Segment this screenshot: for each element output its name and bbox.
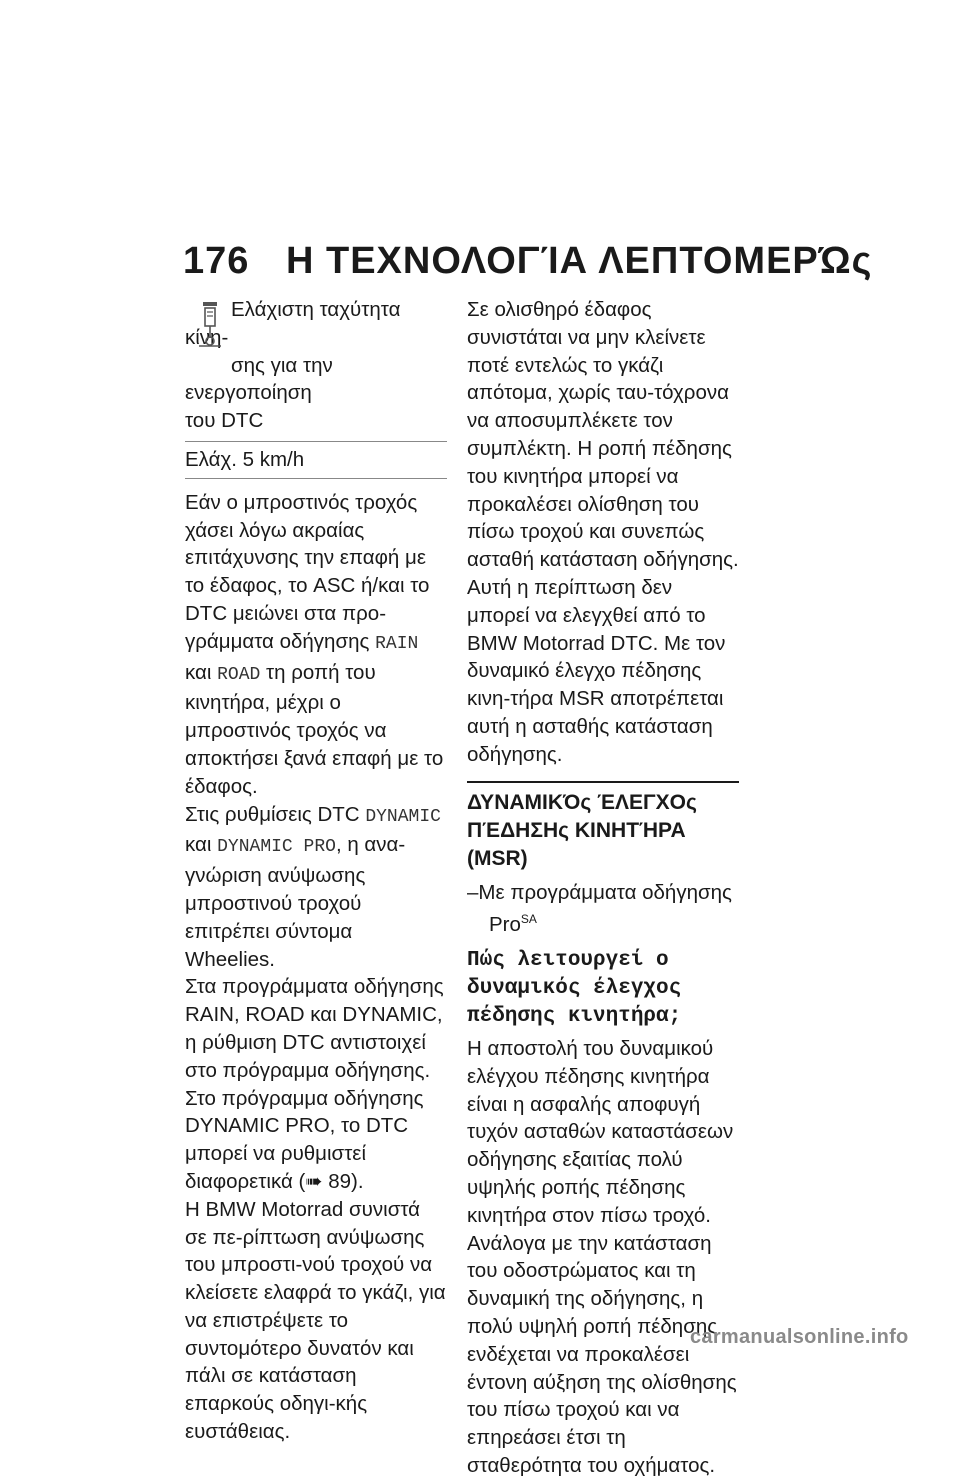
- mode-name: ROAD: [217, 664, 261, 685]
- info-box-value: Ελάχ. 5 km/h: [185, 441, 447, 478]
- info-box-heading-line2: σης για την ενεργοποίηση: [185, 353, 333, 405]
- paragraph-text: Στα προγράμματα οδήγησης RAIN, ROAD και DYNAMIC, η ρύθμιση DTC αντιστοιχεί στο πρόγραμμα οδήγησης.: [185, 975, 444, 1082]
- page-title: Η ΤΕΧΝΟΛΟΓΊΑ ΛΕΠΤΟΜΕΡΏς: [286, 240, 873, 282]
- paragraph-text: Στο πρόγραμμα οδήγησης DYNAMIC PRO, το DTC μπορεί να ρυθμιστεί διαφορετικά (: [185, 1086, 424, 1193]
- section-title-line2: ΠΈΔΗΣΗς ΚΙΝΗΤΉΡΑ (MSR): [467, 818, 686, 870]
- paragraph: [185, 1085, 447, 1196]
- info-box-heading: [185, 296, 447, 441]
- section-title: [467, 781, 739, 873]
- mode-name: RAIN: [375, 633, 419, 654]
- section-title-line1: ΔΥΝΑΜΙΚΌς ΈΛΕΓΧΟς: [467, 790, 697, 814]
- paragraph: [185, 489, 447, 801]
- left-column: [185, 296, 447, 1446]
- bullet-text: Με προγράμματα οδήγησης Pro: [478, 880, 732, 937]
- paragraph-text: τη ροπή του κινητήρα, μέχρι ο μπροστινός τροχός να αποκτήσει ξανά επαφή με το έδαφος.: [185, 660, 444, 798]
- paragraph-text: Η BMW Motorrad συνιστά σε πε-ρίπτωση ανύψωσης του μπροστι-νού τροχού να κλείσετε ελαφρά το γκάζι, για να επιστρέψετε το συντομότερο δυνατόν και πάλι σε κατάσταση επαρκούς οδηγι-κής ευστάθειας.: [185, 1197, 446, 1444]
- page-number: 176: [183, 240, 250, 282]
- paragraph: [185, 1196, 447, 1446]
- info-box-heading-line1: Ελάχιστη ταχύτητα κίνη-: [185, 298, 401, 349]
- left-paragraphs: [185, 489, 447, 1446]
- mode-name: DYNAMIC PRO: [217, 837, 336, 858]
- paragraph-text: , η ανα-γνώριση ανύψωσης μπροστινού τροχού επιτρέπει σύντομα Wheelies.: [185, 833, 406, 971]
- suspension-icon: [197, 300, 223, 348]
- bullet-prefix: –: [467, 880, 479, 904]
- paragraph: [185, 801, 447, 974]
- sub-title: Πώς λειτουργεί ο δυναμικός έλεγχος πέδησης κινητήρα;: [467, 948, 682, 1028]
- watermark: carmanualsonline.info: [690, 1326, 909, 1348]
- paragraph-text: ➠: [305, 1169, 323, 1193]
- paragraph-text: και: [185, 660, 218, 684]
- info-box: [185, 296, 447, 479]
- paragraph-text: Στις ρυθμίσεις DTC: [185, 802, 366, 826]
- paragraph-text: 89).: [322, 1169, 364, 1193]
- mode-name: DYNAMIC: [365, 806, 441, 827]
- paragraph-text: Εάν ο μπροστινός τροχός χάσει λόγω ακραίας επιτάχυνσης την επαφή με το έδαφος, το ASC ή/και το DTC μειώνει στα προ-γράμματα οδήγησης: [185, 490, 430, 653]
- bullet-sup: SA: [520, 912, 537, 927]
- paragraph: [185, 973, 447, 1084]
- intro-paragraph: Σε ολισθηρό έδαφος συνιστάται να μην κλείνετε ποτέ εντελώς το γκάζι απότομα, χωρίς ταυ-τόχρονα να αποσυμπλέκετε τον συμπλέκτη. Η ροπή πέδησης του κινητήρα μπορεί να προκαλέσει ολίσθηση του πίσω τροχού και συνεπώς ασταθή κατάσταση οδήγησης. Αυτή η περίπτωση δεν μπορεί να ελεγχθεί από το BMW Motorrad DTC. Με τον δυναμικό έλεγχο πέδησης κινη-τήρα MSR αποτρέπεται αυτή η ασταθής κατάσταση οδήγησης.: [467, 298, 739, 766]
- paragraph-text: και: [185, 833, 218, 857]
- body-paragraph: Η αποστολή του δυναμικού ελέγχου πέδησης κινητήρα είναι η ασφαλής αποφυγή τυχόν ασταθών καταστάσεων οδήγησης εξαιτίας πολύ υψηλής ροπής πέδησης κινητήρα στον πίσω τροχό. Ανάλογα με την κατάσταση του οδοστρώματος και τη δυναμική της οδήγησης, η πολύ υψηλή ροπή πέδησης ενδέχεται να προκαλέσει έντονη αύξηση της ολίσθησης του πίσω τροχού και να επηρεάσει έτσι τη σταθερότητα του οχήματος.: [467, 1036, 737, 1477]
- bullet-item: [467, 879, 739, 939]
- info-box-heading-line3: του DTC: [185, 409, 264, 433]
- right-column: [467, 296, 739, 1480]
